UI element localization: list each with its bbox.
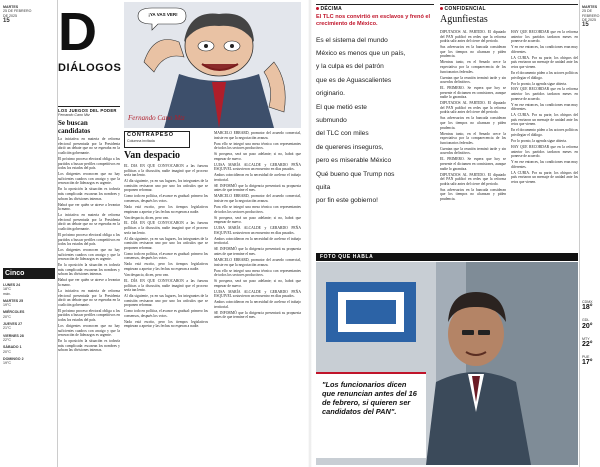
paragraph: Ambos coincidieron en la necesidad de acelerar el trabajo territorial.: [214, 236, 301, 246]
weather-temp: 20°: [582, 322, 593, 330]
paragraph: EL PRIMERO. Se espera que hoy se presente el dictamen en comisiones, aunque nadie lo garantiza.: [440, 157, 506, 171]
verse-line: pero es miserable México: [316, 157, 392, 165]
paragraph: Para ello se integró una mesa técnica con representantes de todos los sectores productivos.: [214, 141, 301, 151]
date-line-3: DE 2025: [3, 13, 17, 18]
paragraph: EL DÍA EN QUE CONVOCARON a las fuerzas políticas a la discusión, nadie imaginó que el proceso sería tan lento.: [124, 278, 208, 293]
paragraph: La iniciativa en materia de reforma electoral presentada por la Presidenta abrió un debate que no se esperaba en la coalición gobernante.: [58, 213, 120, 231]
paragraph: Si prospera, será un paso adelante; si no, habrá que empezar de nuevo.: [214, 279, 301, 288]
paragraph: LA CURIA. Por su parte, los obispos del país enviaron un mensaje de unidad ante los retos que vienen.: [511, 55, 578, 69]
verse-line: por fin este gobierno!: [316, 197, 378, 205]
paragraph: Sus adversarios en la bancada consideran que los tiempos no alcanzan y piden prudencia.: [440, 116, 506, 130]
verse-line: Es el sistema del mundo: [316, 36, 388, 44]
left-page: [58, 0, 303, 467]
paragraph: Al día siguiente, ya en sus lugares, los integrantes de la comisión revisaron uno por uno los artículos que se proponen reformar.: [124, 236, 208, 250]
forecast-day: MARTES 25: [3, 298, 24, 303]
weather-city: GDL: [582, 318, 590, 323]
paragraph: LUISA MARÍA ALCALDE y GERARDO PEÑA ESQUIVEL sostuvieron un encuentro en días pasados.: [214, 226, 301, 235]
date-line-1: MARTES: [582, 5, 598, 9]
article-body-col1: [124, 164, 208, 463]
date-line-2: 25 DE FEBRERO: [3, 9, 32, 14]
paragraph: EL PRIMERO. Se espera que hoy se presente el dictamen en comisiones, aunque nadie lo garantiza.: [440, 86, 506, 100]
left-page-sidebar: [0, 0, 58, 467]
decima-red-text: El TLC nos convirtió en esclavos y frenó el crecimiento de México.: [316, 14, 431, 27]
paragraph: Van despacio, dicen, pero van.: [124, 215, 169, 220]
right-page: [316, 0, 578, 467]
forecast-note: máx.: [3, 291, 11, 296]
article-title: Van despacio: [124, 150, 181, 161]
paragraph: Por lo pronto, la agenda sigue abierta.: [511, 81, 567, 86]
paragraph: El próximo proceso electoral obliga a los partidos a buscar perfiles competitivos en todos los estados del país.: [58, 232, 120, 247]
paragraph: DIPUTADOS AL PARTIDO. El diputado del PAN publicó en redes que la reforma podría salir antes del cierre del periodo.: [440, 101, 506, 115]
paragraph: Nada está escrito, pero los tiempos legislativos empiezan a apretar y las fechas no esperan a nadie.: [124, 262, 208, 271]
decima-section: [316, 4, 434, 208]
forecast-day: DOMINGO 2: [3, 356, 24, 361]
paragraph: SE INFORMÓ que la dirigencia presentará su propuesta antes de que termine el mes.: [214, 247, 301, 256]
verse-line: quita: [316, 184, 331, 192]
forecast-day: VIERNES 28: [3, 333, 24, 338]
forecast-item: [3, 310, 53, 319]
page-gutter: [308, 0, 312, 467]
paragraph: MARCELO EBRARD, promotor del acuerdo comercial, insiste en que la negociación avanza.: [214, 194, 301, 204]
paragraph: En la oposición la situación es todavía más complicada: escasean los nombres y sobran las divisiones internas.: [58, 339, 120, 353]
paragraph: LA CURIA. Por su parte, los obispos del país enviaron un mensaje de unidad ante los retos que vienen.: [511, 170, 578, 184]
paragraph: Si prospera, será un paso adelante; si no, habrá que empezar de nuevo.: [214, 215, 301, 225]
editorial-cartoon: [124, 2, 301, 128]
paragraph: Como todo en política, el avance es gradual: primero los consensos, después los votos.: [124, 251, 208, 261]
paragraph: Por lo pronto, la agenda sigue abierta.: [511, 138, 567, 143]
weather-city: CDMX: [582, 300, 593, 304]
paragraph: Mientras tanto, en el Senado crece la expectativa por la comparecencia de los funcionarios federales.: [440, 131, 506, 145]
paragraph: Como todo en política, el avance es gradual: primero los consensos, después los votos.: [124, 194, 208, 203]
contrapeso-box: [124, 131, 190, 148]
verse-line: México es menos que un país,: [316, 50, 406, 57]
paragraph: Los dirigentes reconocen que no hay suficientes cuadros con arraigo y que la renovación de liderazgos es urgente.: [58, 323, 120, 338]
paragraph: Los dirigentes reconocen que no hay suficientes cuadros con arraigo y que la renovación de liderazgos es urgente.: [58, 172, 120, 186]
confidencial-body-col1: [440, 30, 506, 252]
forecast-temp: 18°C: [3, 287, 12, 292]
paragraph: Ambos coincidieron en la necesidad de acelerar el trabajo territorial.: [214, 300, 301, 309]
confidencial-body-col2: [511, 30, 578, 252]
paragraph: En la oposición la situación es todavía más complicada: escasean los nombres y sobran las divisiones internas.: [58, 263, 120, 277]
forecast-temp: 22°C: [3, 337, 12, 342]
paragraph: HAY QUE RECORDAR que en la reforma anterior los partidos tardaron meses en ponerse de acuerdo.: [511, 30, 578, 44]
paragraph: Al día siguiente, ya en sus lugares, los integrantes de la comisión revisaron uno por uno los artículos que se proponen reformar.: [124, 179, 208, 193]
cartoon-bubble-text: ¡YA VAS VER!: [148, 12, 178, 17]
left-date-block: [3, 5, 53, 25]
paragraph: HAY QUE RECORDAR que en la reforma anterior los partidos tardaron meses en ponerse de acuerdo.: [511, 87, 578, 101]
page-number: 15: [582, 22, 589, 29]
paragraph: La iniciativa en materia de reforma electoral presentada por la Presidenta abrió un debate que no se esperaba en la coalición gobernante.: [58, 137, 120, 156]
paragraph: Al día siguiente, ya en sus lugares, los integrantes de la comisión revisaron uno por uno los artículos que se proponen reformar.: [124, 294, 208, 308]
article-body-col2: [214, 131, 301, 463]
verse-line: El que metió este: [316, 103, 367, 111]
forecast-temp: 20°C: [3, 314, 12, 319]
forecast-day: SÁBADO 1: [3, 345, 22, 350]
paragraph: DIPUTADOS AL PARTIDO. El diputado del PAN publicó en redes que la reforma podría salir antes del cierre del periodo.: [440, 172, 506, 186]
paragraph: Sus adversarios en la bancada consideran que los tiempos no alcanzan y piden prudencia.: [440, 45, 506, 59]
cartoon-drawing: [124, 2, 301, 128]
paragraph: Si prospera, será un paso adelante; si no, habrá que empezar de nuevo.: [214, 152, 301, 161]
masthead-letter: D: [58, 2, 97, 62]
weather-list: [582, 300, 600, 373]
forecast-list: [3, 283, 53, 368]
forecast-temp: 21°C: [3, 326, 12, 331]
verse-line: originario.: [316, 90, 345, 98]
masthead: [58, 2, 120, 94]
paragraph: En el documento piden a los actores políticos privilegiar el diálogo.: [511, 128, 578, 137]
forecast-item: [3, 322, 53, 331]
paragraph: La iniciativa en materia de reforma electoral presentada por la Presidenta abrió un debate que no se esperaba en la coalición gobernante.: [58, 289, 120, 307]
red-dot-icon: [316, 7, 319, 10]
forecast-day: JUEVES 27: [3, 322, 23, 327]
paragraph: EL DÍA EN QUE CONVOCARON a las fuerzas políticas a la discusión, nadie imaginó que el proceso sería tan lento.: [124, 164, 208, 178]
weather-city: MTY: [582, 336, 590, 341]
forecast-day: MIÉRCOLES: [3, 310, 25, 315]
paragraph: DIPUTADOS AL PARTIDO. El diputado del PAN publicó en redes que la reforma podría salir antes del cierre del periodo.: [440, 30, 506, 44]
paragraph: Ambos coincidieron en la necesidad de acelerar el trabajo territorial.: [214, 173, 301, 182]
paragraph: MARCELO EBRARD, promotor del acuerdo comercial, insiste en que la negociación avanza.: [214, 257, 301, 267]
weather-temp: 17°: [582, 359, 593, 367]
forecast-temp: 19°C: [3, 303, 12, 308]
quote-box: [316, 372, 426, 458]
paragraph: Cuentan que la reunión terminó tarde y sin acuerdos definitivos.: [440, 146, 506, 156]
foto-que-habla-bar: FOTO QUE HABLA: [316, 253, 578, 261]
column-los-juegos: [58, 106, 120, 465]
paragraph: SE INFORMÓ que la dirigencia presentará su propuesta antes de que termine el mes.: [214, 310, 301, 320]
column-body: [58, 137, 120, 353]
paragraph: SE INFORMÓ que la dirigencia presentará su propuesta antes de que termine el mes.: [214, 183, 301, 193]
column-byline: Fernando Cano Mtz: [58, 113, 90, 117]
right-page-sidebar: [579, 0, 600, 467]
decima-label-text: DÉCIMA: [320, 6, 343, 12]
column-kicker: LOS JUEGOS DEL PODER: [58, 108, 117, 113]
verse-line: submundo: [316, 117, 347, 125]
weather-temp: 22°: [582, 340, 593, 348]
date-line-3: DE 2025: [582, 17, 596, 22]
forecast-temp: 20°C: [3, 349, 12, 354]
forecast-item: [3, 345, 53, 354]
paragraph: Mientras tanto, en el Senado crece la expectativa por la comparecencia de los funcionarios federales.: [440, 60, 506, 74]
forecast-item: [3, 357, 53, 366]
cartoon-signature: Fernando Cano Mtz: [128, 114, 185, 122]
confidencial-label: [440, 6, 578, 12]
cinco-logo: Cinco: [3, 268, 55, 279]
paragraph: Y en ese entonces, las condiciones eran muy diferentes.: [511, 102, 578, 112]
confidencial-label-text: CONFIDENCIAL: [444, 6, 486, 12]
paragraph: Cuentan que la reunión terminó tarde y sin acuerdos definitivos.: [440, 75, 506, 85]
date-line-1: MARTES: [3, 5, 19, 9]
paragraph: LA CURIA. Por su parte, los obispos del país enviaron un mensaje de unidad ante los retos que vienen.: [511, 113, 578, 127]
paragraph: LUISA MARÍA ALCALDE y GERARDO PEÑA ESQUIVEL sostuvieron un encuentro en días pasados.: [214, 162, 301, 172]
weather-item: [582, 355, 600, 367]
verse-line: del TLC con miles: [316, 130, 369, 138]
paragraph: MARCELO EBRARD, promotor del acuerdo comercial, insiste en que la negociación avanza.: [214, 131, 301, 140]
forecast-item: [3, 299, 53, 308]
paragraph: HAY QUE RECORDAR que en la reforma anterior los partidos tardaron meses en ponerse de acuerdo.: [511, 144, 578, 159]
paragraph: Como todo en política, el avance es gradual: primero los consensos, después los votos.: [124, 309, 208, 318]
paragraph: Nada está escrito, pero los tiempos legislativos empiezan a apretar y las fechas no esperan a nadie.: [124, 319, 208, 329]
section-title: DIÁLOGOS: [58, 62, 122, 74]
paragraph: Y en ese entonces, las condiciones eran muy diferentes.: [511, 160, 578, 169]
weather-item: [582, 337, 600, 349]
forecast-item: [3, 283, 53, 296]
weather-temp: 18°: [582, 304, 593, 312]
paragraph: Y en ese entonces, las condiciones eran muy diferentes.: [511, 45, 578, 54]
paragraph: Para ello se integró una mesa técnica con representantes de todos los sectores productivos.: [214, 205, 301, 214]
contrapeso-label: CONTRAPESO: [127, 132, 174, 138]
column-title: Se buscan candidatos: [58, 119, 91, 136]
paragraph: El próximo proceso electoral obliga a los partidos a buscar perfiles competitivos en todos los estados del país.: [58, 157, 120, 171]
contrapeso-subtitle: Columna invitada: [127, 139, 155, 143]
paragraph: El próximo proceso electoral obliga a los partidos a buscar perfiles competitivos en todos los estados del país.: [58, 308, 120, 322]
forecast-day: LUNES 24: [3, 283, 21, 287]
weather-city: PUE: [582, 354, 590, 359]
date-line-2: 25 DE FEBRERO: [582, 9, 600, 18]
weather-item: [582, 300, 600, 312]
decima-label: [316, 6, 434, 12]
quote-text: "Los funcionarios dicen que renuncian antes del 16 de febrero, si quieren ser candidatos del PAN".: [322, 380, 417, 416]
verse-line: de quereres inseguros,: [316, 143, 384, 151]
forecast-item: [3, 334, 53, 343]
weather-item: [582, 318, 600, 330]
right-date-block: [582, 5, 600, 29]
paragraph: En la oposición la situación es todavía más complicada: escasean los nombres y sobran las divisiones internas.: [58, 187, 120, 201]
paragraph: EL DÍA EN QUE CONVOCARON a las fuerzas políticas a la discusión, nadie imaginó que el proceso sería tan lento.: [124, 221, 208, 235]
red-dot-icon: [440, 7, 443, 10]
confidencial-header: [440, 4, 578, 26]
paragraph: Los dirigentes reconocen que no hay suficientes cuadros con arraigo y que la renovación de liderazgos es urgente.: [58, 248, 120, 262]
verse-line: que es de Aguascalientes: [316, 76, 392, 84]
verse-line: y la culpa es del patrón: [316, 63, 384, 71]
paragraph: Van despacio, dicen, pero van.: [124, 272, 169, 277]
paragraph: Habrá que ver quién se atreve a levantar la mano.: [58, 202, 120, 212]
decima-verses: [316, 34, 434, 208]
paragraph: En el documento piden a los actores políticos privilegiar el diálogo.: [511, 70, 578, 80]
forecast-temp: 19°C: [3, 361, 12, 366]
paragraph: Nada está escrito, pero los tiempos legislativos empiezan a apretar y las fechas no esperan a nadie.: [124, 204, 208, 214]
paragraph: Para ello se integró una mesa técnica con representantes de todos los sectores productivos.: [214, 268, 301, 278]
page-number: 15: [3, 17, 10, 24]
verse-line: Qué bueno que Trump nos: [316, 170, 395, 178]
confidencial-title: Agunfiestas: [440, 14, 488, 25]
paragraph: LUISA MARÍA ALCALDE y GERARDO PEÑA ESQUIVEL sostuvieron un encuentro en días pasados.: [214, 289, 301, 299]
paragraph: Habrá que ver quién se atreve a levantar la mano.: [58, 278, 120, 288]
paragraph: Sus adversarios en la bancada consideran que los tiempos no alcanzan y piden prudencia.: [440, 187, 506, 201]
